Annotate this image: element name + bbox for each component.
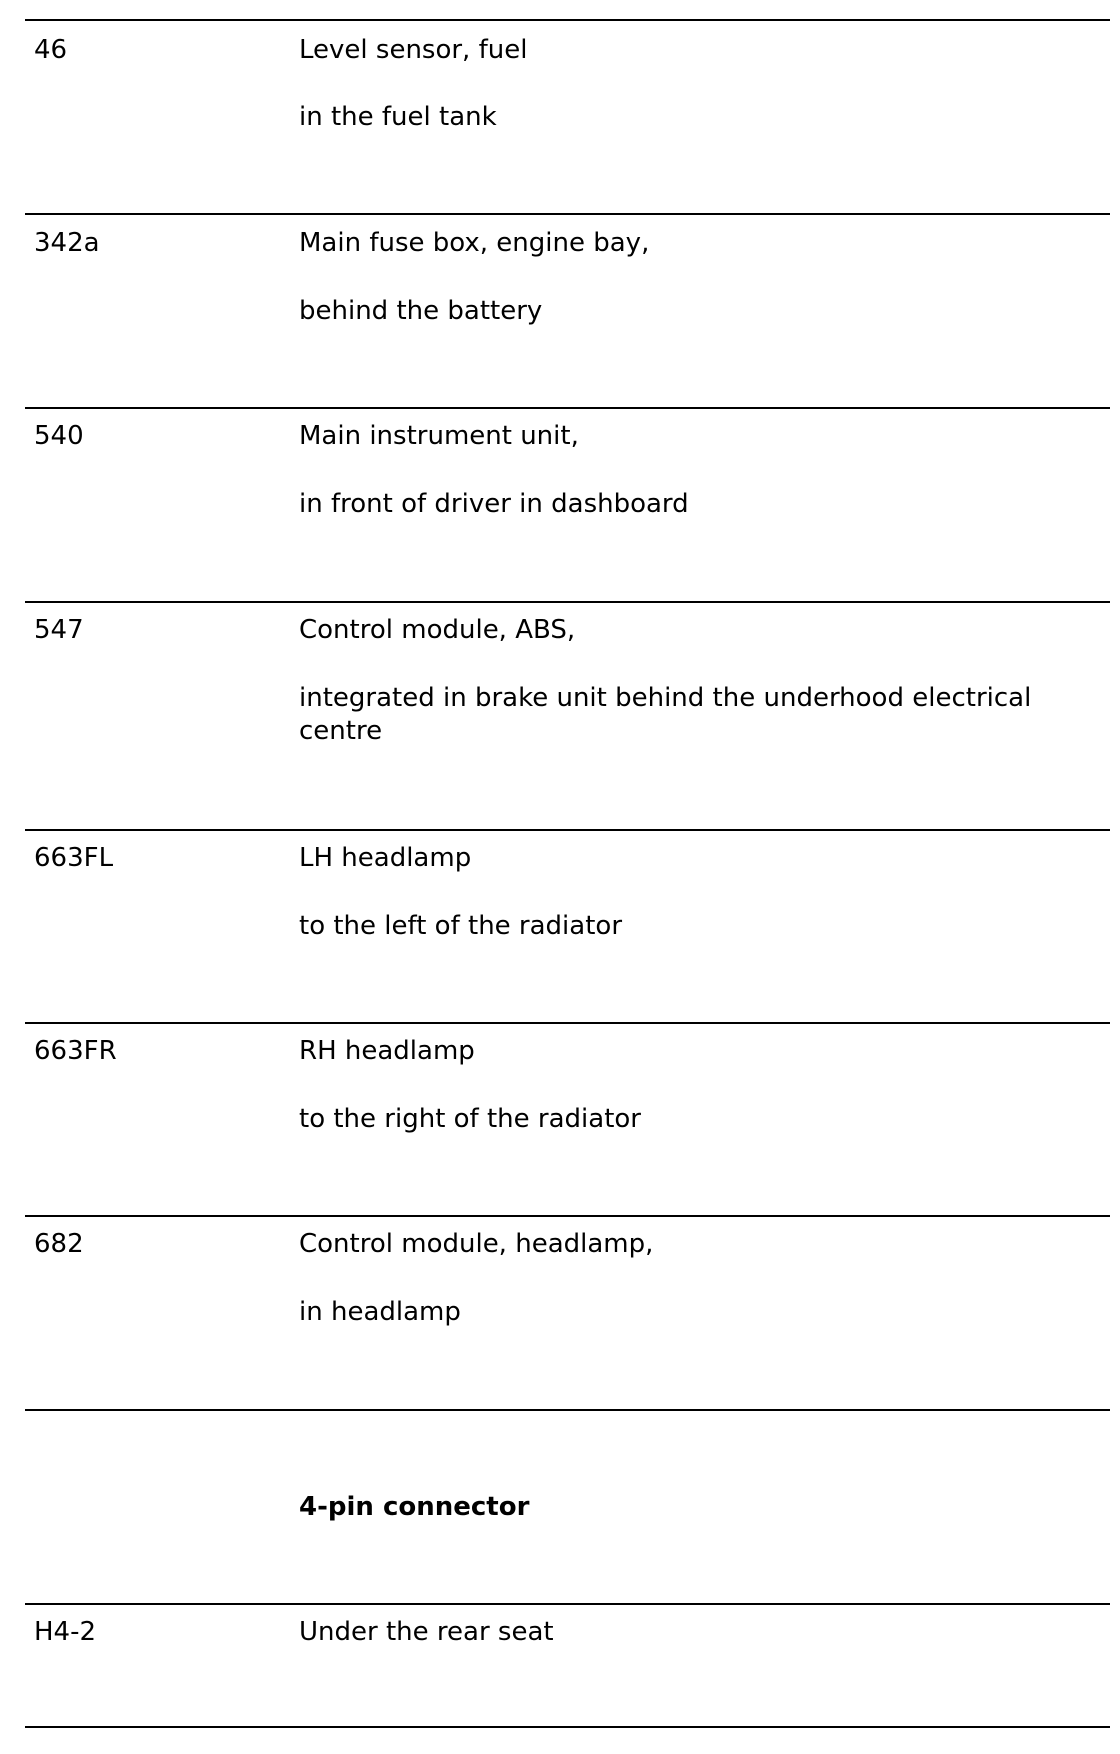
row-divider — [25, 407, 1110, 409]
row-divider — [25, 1409, 1110, 1411]
component-location: behind the battery — [299, 296, 543, 326]
row-divider — [25, 601, 1110, 603]
component-code: 547 — [34, 615, 84, 645]
row-divider — [25, 1215, 1110, 1217]
component-name: Level sensor, fuel — [299, 35, 528, 65]
component-code: 46 — [34, 35, 68, 65]
component-location: to the left of the radiator — [299, 911, 623, 941]
component-location: to the right of the radiator — [299, 1104, 641, 1134]
component-location: in headlamp — [299, 1297, 461, 1327]
component-name: Main instrument unit, — [299, 421, 579, 451]
component-location: in the fuel tank — [299, 102, 497, 132]
connector-location: Under the rear seat — [299, 1617, 554, 1647]
row-divider — [25, 19, 1110, 21]
row-divider — [25, 1022, 1110, 1024]
row-divider — [25, 1726, 1110, 1728]
component-name: Main fuse box, engine bay, — [299, 228, 650, 258]
row-divider — [25, 1603, 1110, 1605]
component-name: RH headlamp — [299, 1036, 475, 1066]
component-location: integrated in brake unit behind the underhood electrical centre — [299, 683, 1032, 746]
row-divider — [25, 829, 1110, 831]
component-code: 540 — [34, 421, 84, 451]
section-heading: 4-pin connector — [299, 1492, 530, 1522]
component-code: 663FL — [34, 843, 114, 873]
row-divider — [25, 213, 1110, 215]
connector-code: H4-2 — [34, 1617, 97, 1647]
component-code: 682 — [34, 1229, 84, 1259]
component-name: Control module, headlamp, — [299, 1229, 654, 1259]
component-code: 342a — [34, 228, 100, 258]
component-name: Control module, ABS, — [299, 615, 576, 645]
component-code: 663FR — [34, 1036, 117, 1066]
component-location: in front of driver in dashboard — [299, 489, 689, 519]
component-name: LH headlamp — [299, 843, 472, 873]
